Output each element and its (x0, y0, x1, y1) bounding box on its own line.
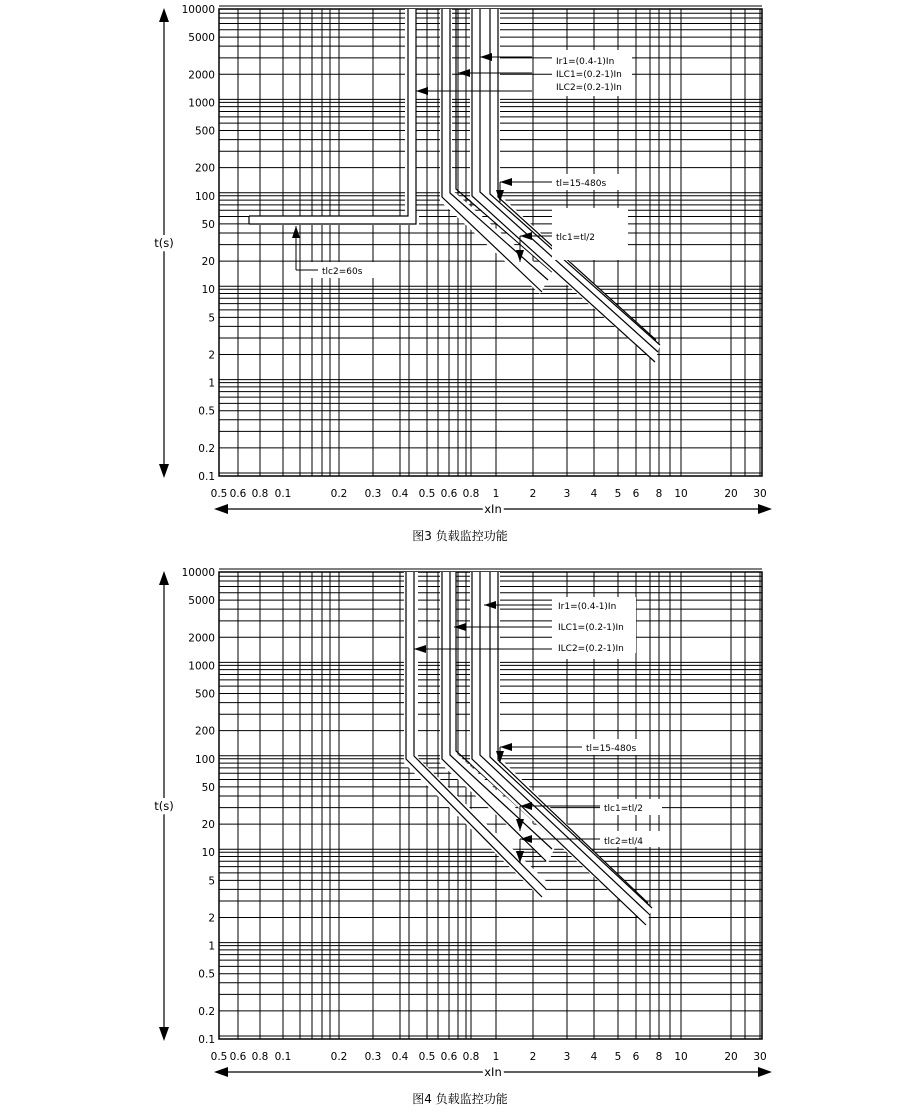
x-tick-label: 0.8 (462, 1051, 480, 1063)
x-tick-label: 5 (614, 488, 622, 500)
arrow-tlc2-arrowhead (292, 226, 300, 238)
x-tick-label: 30 (753, 488, 767, 500)
y-tick-label: 100 (194, 190, 215, 203)
y-tick-label: 2000 (188, 632, 215, 645)
arrow-tl-h-arrowhead (500, 743, 512, 751)
y-tick-label: 10000 (181, 4, 215, 16)
x-tick-label: 0.4 (391, 1051, 409, 1063)
curve-mask (405, 9, 416, 223)
label-tlc2: tlc2=tl/4 (604, 837, 644, 847)
x-tick-label: 1 (492, 1051, 500, 1063)
y-tick-label: 2 (208, 349, 215, 362)
figure-3-caption: 图3 负载监控功能 (412, 529, 508, 543)
y-tick-label: 10 (201, 847, 215, 860)
label-ilc2: ILC2=(0.2-1)In (556, 83, 622, 93)
x-axis-arrow-left (214, 504, 228, 514)
y-tick-label: 1 (208, 940, 215, 953)
x-tick-label: 0.6 (229, 1051, 247, 1063)
x-tick-label: 8 (655, 488, 663, 500)
x-axis-arrow-right (758, 504, 772, 514)
y-tick-label: 20 (201, 819, 215, 832)
y-tick-label: 0.5 (198, 968, 215, 981)
x-tick-label: 0.6 (229, 488, 247, 500)
x-tick-label: 0.1 (274, 488, 292, 500)
figure-3 (0, 0, 920, 555)
y-tick-label: 1000 (188, 97, 215, 110)
y-tick-label: 0.2 (198, 442, 215, 455)
x-axis-label: xIn (484, 1065, 502, 1079)
figure-4-caption: 图4 负载监控功能 (412, 1092, 508, 1106)
x-tick-label: 2 (529, 1051, 537, 1063)
y-tick-label: 1 (208, 377, 215, 390)
y-tick-label: 5000 (188, 32, 215, 45)
arrow-ilc2-arrowhead (416, 87, 428, 95)
x-tick-label: 4 (590, 1051, 598, 1063)
y-tick-label: 1000 (188, 660, 215, 673)
y-axis-arrow-down (159, 1027, 169, 1041)
x-tick-label: 10 (674, 1051, 688, 1063)
y-tick-label: 50 (201, 781, 215, 794)
x-tick-label: 0.5 (210, 488, 228, 500)
x-tick-label: 4 (590, 488, 598, 500)
y-axis-label: t(s) (154, 236, 174, 250)
x-tick-label: 1 (492, 488, 500, 500)
figure-4 (0, 563, 920, 1113)
x-tick-label: 0.3 (364, 1051, 382, 1063)
y-tick-label: 10000 (181, 567, 215, 579)
x-tick-label: 0.8 (251, 1051, 269, 1063)
curve-ilc2-upper (249, 9, 408, 216)
x-tick-label: 0.5 (210, 1051, 228, 1063)
y-tick-label: 0.2 (198, 1005, 215, 1018)
y-axis-arrow-up (159, 571, 169, 585)
y-tick-label: 0.1 (198, 471, 215, 483)
x-tick-label: 3 (563, 488, 571, 500)
x-axis-arrow-right (758, 1067, 772, 1077)
x-tick-label: 0.6 (440, 488, 458, 500)
x-tick-label: 0.1 (274, 1051, 292, 1063)
y-tick-label: 20 (201, 256, 215, 269)
x-tick-label: 0.8 (462, 488, 480, 500)
y-axis-arrow-up (159, 8, 169, 22)
y-tick-label: 200 (194, 725, 215, 738)
label-ilc1: ILC1=(0.2-1)In (556, 70, 622, 80)
x-tick-label: 0.4 (391, 488, 409, 500)
y-tick-label: 500 (194, 688, 215, 701)
y-axis-arrow-down (159, 464, 169, 478)
x-tick-label: 0.2 (330, 488, 348, 500)
y-axis-label: t(s) (154, 799, 174, 813)
label-tlc1: tlc1=tl/2 (604, 804, 644, 814)
x-tick-label: 0.8 (251, 488, 269, 500)
x-tick-label: 0.3 (364, 488, 382, 500)
y-tick-label: 0.1 (198, 1034, 215, 1046)
label-ir1: Ir1=(0.4-1)In (558, 602, 617, 612)
label-ilc1: ILC1=(0.2-1)In (558, 623, 624, 633)
y-tick-label: 5 (208, 875, 215, 888)
y-tick-label: 500 (194, 125, 215, 138)
x-tick-label: 10 (674, 488, 688, 500)
figure-3-diagram (0, 0, 920, 520)
x-tick-label: 3 (563, 1051, 571, 1063)
arrow-ilc1-arrowhead (458, 69, 470, 77)
y-tick-label: 50 (201, 218, 215, 231)
label-tl: tl=15-480s (586, 744, 637, 754)
x-tick-label: 6 (632, 1051, 640, 1063)
arrow-tl-h-arrowhead (500, 178, 512, 186)
y-tick-label: 0.5 (198, 405, 215, 418)
x-tick-label: 0.6 (440, 1051, 458, 1063)
label-tl: tl=15-480s (556, 179, 607, 189)
x-tick-label: 20 (724, 1051, 738, 1063)
y-tick-label: 10 (201, 284, 215, 297)
x-axis-arrow-left (214, 1067, 228, 1077)
label-tlc2: tlc2=60s (322, 267, 363, 277)
label-ir1: Ir1=(0.4-1)In (556, 57, 615, 67)
x-tick-label: 0.2 (330, 1051, 348, 1063)
x-tick-label: 8 (655, 1051, 663, 1063)
x-tick-label: 30 (753, 1051, 767, 1063)
y-tick-label: 2 (208, 912, 215, 925)
y-tick-label: 200 (194, 162, 215, 175)
y-tick-label: 2000 (188, 69, 215, 82)
x-axis-label: xIn (484, 502, 502, 516)
x-tick-label: 20 (724, 488, 738, 500)
x-tick-label: 2 (529, 488, 537, 500)
label-ilc2: ILC2=(0.2-1)In (558, 644, 624, 654)
y-tick-label: 5 (208, 312, 215, 325)
y-tick-label: 5000 (188, 595, 215, 608)
x-tick-label: 5 (614, 1051, 622, 1063)
x-tick-label: 0.5 (418, 1051, 436, 1063)
x-tick-label: 6 (632, 488, 640, 500)
y-tick-label: 100 (194, 753, 215, 766)
figure-4-diagram (0, 563, 920, 1083)
label-tlc1: tlc1=tl/2 (556, 233, 596, 243)
x-tick-label: 0.5 (418, 488, 436, 500)
